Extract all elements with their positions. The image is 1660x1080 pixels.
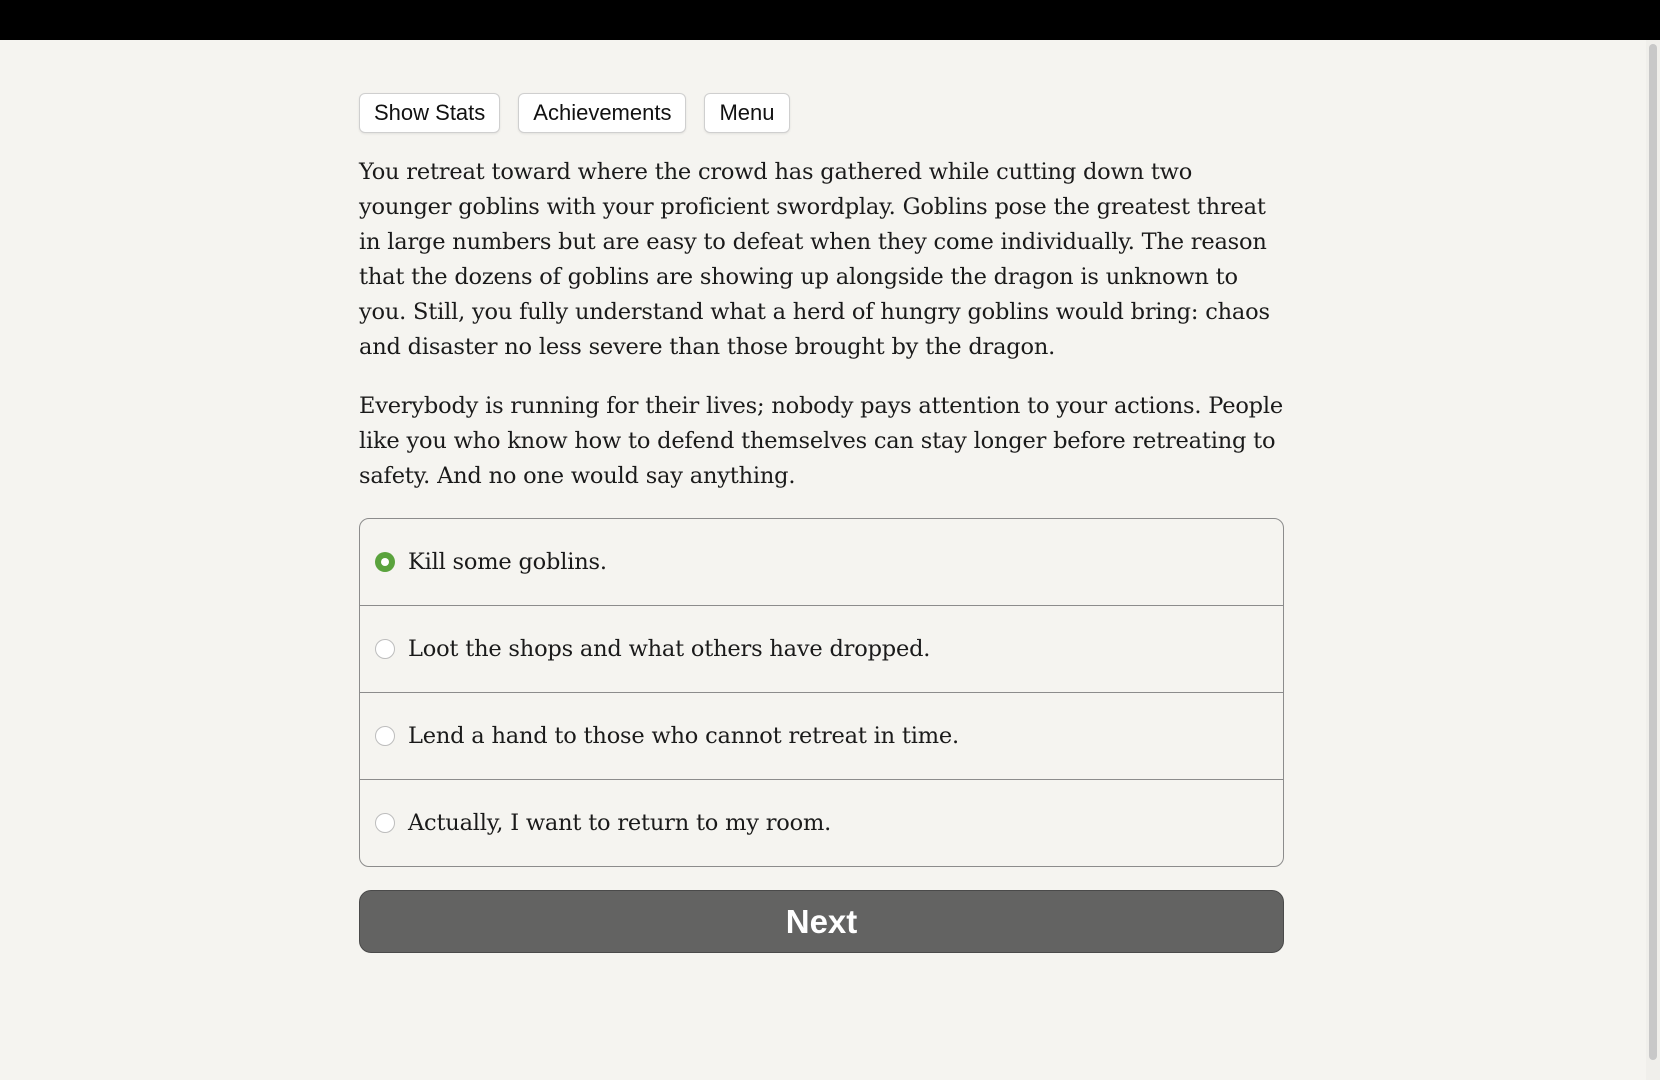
choice-label: Actually, I want to return to my room. (408, 810, 832, 836)
choice-label: Kill some goblins. (408, 549, 607, 575)
choice-label: Loot the shops and what others have dropped. (408, 636, 931, 662)
story-text (359, 155, 1284, 494)
story-paragraph: You retreat toward where the crowd has gathered while cutting down two younger goblins with your proficient swordplay. Goblins pose the greatest threat in large numbers but are easy to defeat when they come individually. The reason that the dozens of goblins are showing up alongside the dragon is unknown to you. Still, you fully understand what a herd of hungry goblins would bring: chaos and disaster no less severe than those brought by the dragon. (359, 159, 1270, 360)
radio-icon[interactable] (375, 639, 395, 659)
radio-icon[interactable] (375, 726, 395, 746)
radio-icon[interactable] (375, 813, 395, 833)
choice-label: Lend a hand to those who cannot retreat in time. (408, 723, 959, 749)
achievements-button[interactable]: Achievements (518, 93, 686, 133)
choice-option-loot-shops[interactable] (360, 605, 1283, 692)
choice-option-lend-hand[interactable] (360, 692, 1283, 779)
game-content (359, 93, 1284, 953)
radio-selected-icon[interactable] (375, 552, 395, 572)
choice-list (359, 518, 1284, 867)
scrollbar[interactable] (1646, 40, 1660, 1080)
story-paragraph: Everybody is running for their lives; nobody pays attention to your actions. People like you who know how to defend themselves can stay longer before retreating to safety. And no one would say anything. (359, 393, 1283, 489)
menu-button[interactable]: Menu (704, 93, 789, 133)
top-toolbar (359, 93, 1284, 133)
browser-top-bar (0, 0, 1660, 40)
scrollbar-thumb[interactable] (1649, 44, 1657, 1060)
choice-option-kill-goblins[interactable] (360, 519, 1283, 605)
show-stats-button[interactable]: Show Stats (359, 93, 500, 133)
choice-option-return-room[interactable] (360, 779, 1283, 866)
next-button[interactable]: Next (359, 890, 1284, 953)
